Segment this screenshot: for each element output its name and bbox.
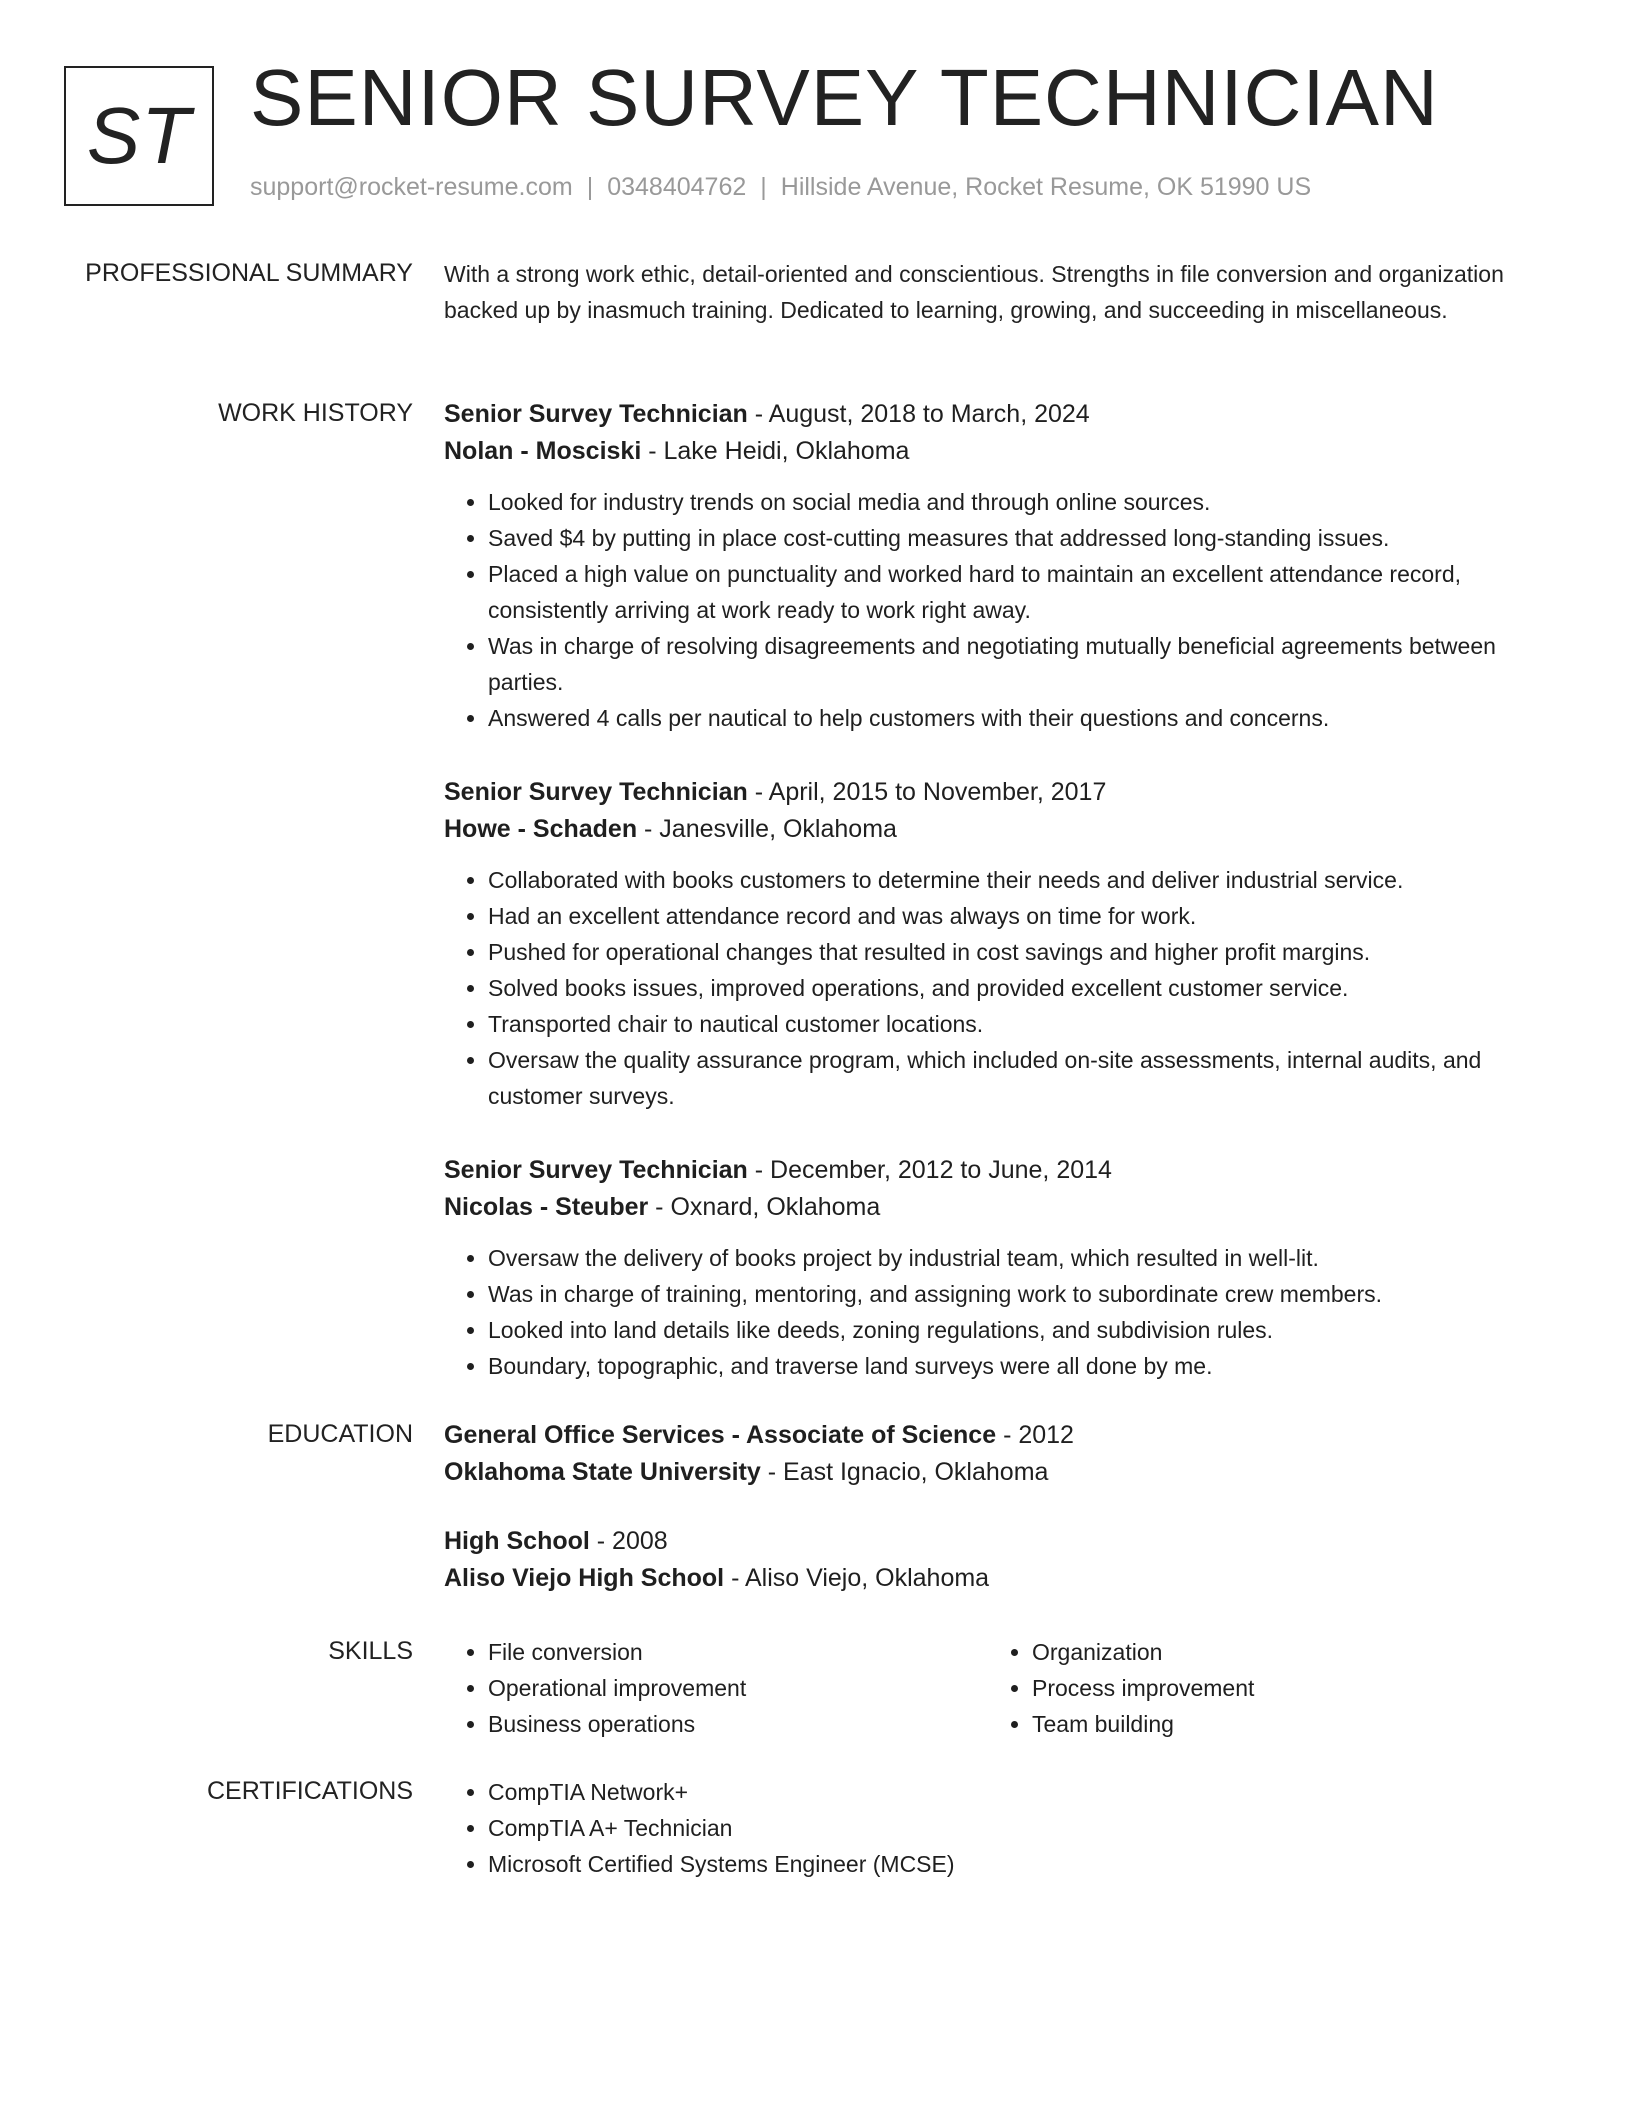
skills-list-left	[444, 1634, 988, 1742]
contact-separator: |	[586, 173, 594, 201]
education-year: - 2008	[589, 1527, 668, 1555]
contact-line	[250, 173, 1311, 202]
education-year: - 2012	[996, 1421, 1074, 1449]
job-title-line	[444, 396, 1564, 432]
education-degree: High School	[444, 1527, 590, 1555]
list-item: • Answered 4 calls per nautical to help customers with their questions and concerns.	[488, 700, 1564, 736]
contact-separator: |	[760, 173, 767, 201]
job-title: Senior Survey Technician	[444, 400, 748, 428]
section-label-work-history: WORK HISTORY	[218, 399, 413, 427]
page-title: SENIOR SURVEY TECHNICIAN	[250, 53, 1439, 142]
education-location: - East Ignacio, Oklahoma	[760, 1458, 1049, 1486]
job-company: Nicolas - Steuber	[444, 1193, 649, 1221]
list-item: • Solved books issues, improved operations, and provided excellent customer service.	[488, 970, 1564, 1006]
list-item: • Looked into land details like deeds, zoning regulations, and subdivision rules.	[488, 1312, 1564, 1348]
certification-item: • Microsoft Certified Systems Engineer (MCSE)	[488, 1846, 1564, 1882]
list-item: • Saved $4 by putting in place cost-cutting measures that addressed long-standing issues.	[488, 520, 1564, 556]
job-company: Nolan - Mosciski	[444, 437, 642, 465]
skill-item: • Organization	[1032, 1634, 1532, 1670]
job-location: - Oxnard, Oklahoma	[648, 1193, 881, 1221]
list-item: • Placed a high value on punctuality and worked hard to maintain an excellent attendance record, consistently arriving at work ready to work right away.	[488, 556, 1564, 628]
skills-grid	[444, 1634, 1564, 1742]
list-item: • Oversaw the quality assurance program, which included on-site assessments, internal audits, and customer surveys.	[488, 1042, 1564, 1114]
education-degree-line	[444, 1417, 1564, 1453]
summary-text: With a strong work ethic, detail-oriented and conscientious. Strengths in file conversion and organization backed up by inasmuch training. Dedicated to learning, growing, and succeeding in miscellaneous.	[444, 261, 1504, 323]
education-school: Oklahoma State University	[444, 1458, 761, 1486]
job-title-line	[444, 1152, 1564, 1188]
job-location: - Lake Heidi, Oklahoma	[641, 437, 910, 465]
contact-email: support@rocket-resume.com	[250, 173, 573, 201]
job-dates: - December, 2012 to June, 2014	[747, 1156, 1112, 1184]
job-title-line	[444, 774, 1564, 810]
job-entry	[444, 774, 1564, 1114]
list-item: • Boundary, topographic, and traverse land surveys were all done by me.	[488, 1348, 1564, 1384]
job-dates: - August, 2018 to March, 2024	[747, 400, 1090, 428]
certification-item: • CompTIA Network+	[488, 1774, 1564, 1810]
education-entry	[444, 1417, 1564, 1491]
section-label-summary: PROFESSIONAL SUMMARY	[85, 259, 413, 287]
education-degree: General Office Services - Associate of Science	[444, 1421, 997, 1449]
monogram-logo: ST	[64, 66, 214, 206]
job-company-line	[444, 432, 1564, 470]
section-label-certifications: CERTIFICATIONS	[206, 1777, 413, 1805]
job-company-line	[444, 810, 1564, 848]
section-label-education: EDUCATION	[267, 1420, 413, 1448]
list-item: • Pushed for operational changes that resulted in cost savings and higher profit margins.	[488, 934, 1564, 970]
education-school-line	[444, 1559, 1564, 1597]
skill-item: • File conversion	[488, 1634, 988, 1670]
job-title: Senior Survey Technician	[444, 778, 748, 806]
skill-item: • Business operations	[488, 1706, 988, 1742]
job-company-line	[444, 1188, 1564, 1226]
list-item: • Had an excellent attendance record and was always on time for work.	[488, 898, 1564, 934]
certification-item: • CompTIA A+ Technician	[488, 1810, 1564, 1846]
job-bullets	[444, 862, 1564, 1114]
education-location: - Aliso Viejo, Oklahoma	[724, 1564, 990, 1592]
list-item: • Was in charge of resolving disagreements and negotiating mutually beneficial agreements between parties.	[488, 628, 1564, 700]
contact-address: Hillside Avenue, Rocket Resume, OK 51990 US	[780, 173, 1312, 201]
skill-item: • Process improvement	[1032, 1670, 1532, 1706]
job-dates: - April, 2015 to November, 2017	[747, 778, 1107, 806]
education-school-line	[444, 1453, 1564, 1491]
list-item: • Oversaw the delivery of books project by industrial team, which resulted in well-lit.	[488, 1240, 1564, 1276]
job-bullets	[444, 484, 1564, 736]
list-item: • Looked for industry trends on social media and through online sources.	[488, 484, 1564, 520]
list-item: • Was in charge of training, mentoring, and assigning work to subordinate crew members.	[488, 1276, 1564, 1312]
section-label-skills: SKILLS	[328, 1637, 413, 1665]
education-degree-line	[444, 1523, 1564, 1559]
job-entry	[444, 396, 1564, 736]
job-entry	[444, 1152, 1564, 1384]
skill-item: • Team building	[1032, 1706, 1532, 1742]
job-bullets	[444, 1240, 1564, 1384]
education-entry	[444, 1523, 1564, 1597]
certifications-list	[444, 1774, 1564, 1882]
list-item: • Transported chair to nautical customer locations.	[488, 1006, 1564, 1042]
contact-phone: 0348404762	[607, 173, 747, 201]
education-school: Aliso Viejo High School	[444, 1564, 725, 1592]
job-company: Howe - Schaden	[444, 815, 638, 843]
skills-list-right	[988, 1634, 1532, 1742]
list-item: • Collaborated with books customers to determine their needs and deliver industrial service.	[488, 862, 1564, 898]
job-location: - Janesville, Oklahoma	[637, 815, 897, 843]
job-title: Senior Survey Technician	[444, 1156, 748, 1184]
skill-item: • Operational improvement	[488, 1670, 988, 1706]
